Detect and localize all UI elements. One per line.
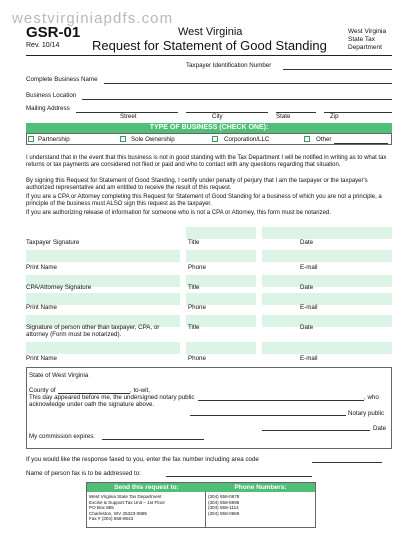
business-name-field[interactable] xyxy=(104,83,392,84)
fax-instruction: If you would like the response faxed to you, enter the fax number including area code xyxy=(26,456,259,463)
corporation-llc-label: Corporation/LLC xyxy=(224,136,270,143)
notary-to-wit: , to-wit, xyxy=(130,387,150,394)
business-location-label: Business Location xyxy=(26,92,77,99)
sig-row-field-b[interactable] xyxy=(186,250,256,262)
sig-row-field-c[interactable] xyxy=(262,275,392,287)
top-title-field[interactable] xyxy=(186,227,256,239)
business-type-header: TYPE OF BUSINESS (CHECK ONE): xyxy=(26,123,392,133)
notice-paragraph-2: By signing this Request for Statement of Good Standing, I certify under penalty of perjury that I am the taxpayer or the taxpayer's authorized representative and am entitled to receive the result of this request. xyxy=(26,178,368,192)
notary-public-label: Notary public xyxy=(348,410,385,417)
department-name xyxy=(348,28,386,52)
taxpayer-id-field[interactable] xyxy=(283,69,392,70)
fax-person-field[interactable] xyxy=(166,476,312,477)
other-checkbox[interactable] xyxy=(304,136,310,142)
city-field[interactable] xyxy=(186,112,268,113)
sig-row-field-c[interactable] xyxy=(262,250,392,262)
sig-row-field-c[interactable] xyxy=(262,293,392,305)
send-address-line: West Virginia State Tax Department xyxy=(89,494,162,499)
send-info-box xyxy=(86,482,316,528)
sig-row-label-c: Date xyxy=(300,239,314,246)
dept-line-2: State Tax xyxy=(348,36,375,43)
send-address-line: Excise & Support Tax Unit – 1st Floor xyxy=(89,499,166,505)
sig-row-label-a: Print Name xyxy=(26,304,57,311)
sig-row-label-c: E-mail xyxy=(300,264,318,271)
state-title: West Virginia xyxy=(178,26,243,38)
mailing-address-label: Mailing Address xyxy=(26,105,70,112)
notary-county-label: County of xyxy=(29,387,56,394)
dept-line-3: Department xyxy=(348,44,382,51)
notary-date-field[interactable] xyxy=(262,430,370,431)
partnership-label: Partnership xyxy=(38,136,70,143)
notary-signature-field[interactable] xyxy=(190,415,346,416)
sig-row-label-c: Date xyxy=(300,324,314,331)
notary-who: , who xyxy=(364,394,379,401)
notice-paragraph-3: If you are a CPA or Attorney completing this Request for Statement of Good Standing for a business of which you are not a principle, a principle of the business must ALSO sign this request as the taxpayer. xyxy=(26,194,382,208)
form-title: Request for Statement of Good Standing xyxy=(92,38,327,53)
zip-caption: Zip xyxy=(330,113,339,120)
state-caption: State xyxy=(276,113,291,120)
partnership-checkbox[interactable] xyxy=(28,136,34,142)
sig-row-label-b: Phone xyxy=(188,264,206,271)
other-label: Other xyxy=(316,136,332,143)
appeared-name-field[interactable] xyxy=(198,400,364,401)
sig-row-label-c: Date xyxy=(300,284,314,291)
taxpayer-id-label: Taxpayer Identification Number xyxy=(186,62,272,69)
notary-appeared: This day appeared before me, the undersigned notary public xyxy=(29,394,195,401)
sig-row-label-a: CPA/Attorney Signature xyxy=(26,284,92,291)
send-address-line: Charleston, WV 25323-0885 xyxy=(89,510,147,516)
city-caption: City xyxy=(212,113,223,120)
notice-paragraph-4: If you are authorizing release of information for someone who is not a CPA or Attorney, this form must be notarized. xyxy=(26,210,331,216)
phone-number-line: (304) 558-1114 xyxy=(207,505,239,510)
sig-row-label-b: Phone xyxy=(188,304,206,311)
sig-row-label-a: Print Name xyxy=(26,355,57,362)
notary-date-label: Date xyxy=(373,425,387,432)
other-field[interactable] xyxy=(334,143,388,144)
sig-row-label-b: Phone xyxy=(188,355,206,362)
sig-row-field-a[interactable] xyxy=(26,342,180,354)
revision-date: Rev. 10/14 xyxy=(26,42,60,49)
header-divider xyxy=(26,55,392,56)
sig-row-label-b: Title xyxy=(188,239,200,246)
notary-acknowledge: acknowledge under oath the signature above. xyxy=(29,401,155,408)
sig-row-label-a: Signature of person other than taxpayer, CPA, or attorney (Form must be notarized). xyxy=(26,324,160,338)
business-location-field[interactable] xyxy=(82,99,392,100)
street-caption: Street xyxy=(120,113,137,120)
sig-row-label-c: E-mail xyxy=(300,304,318,311)
notary-state: State of West Virginia xyxy=(29,372,89,379)
notice-paragraph-1: I understand that in the event that this business is not in good standing with the Tax Department I will be notified in writing as to what tax returns or tax payments are considered not filed or paid and who to contact with any questions regarding that situation. xyxy=(26,155,387,169)
phone-number-line: (304) 558-8695 xyxy=(207,499,240,505)
phone-list xyxy=(206,492,315,528)
sig-row-label-c: E-mail xyxy=(300,355,318,362)
corporation-llc-checkbox[interactable] xyxy=(212,136,218,142)
top-date-field[interactable] xyxy=(262,227,392,239)
phone-number-line: (304) 558-0659 xyxy=(207,510,240,516)
sig-row-label-b: Title xyxy=(188,324,200,331)
dept-line-1: West Virginia xyxy=(348,28,387,35)
send-address xyxy=(87,492,206,528)
form-code: GSR-01 xyxy=(26,24,81,41)
sig-row-label-a: Taxpayer Signature xyxy=(26,239,80,246)
fax-number-field[interactable] xyxy=(312,462,382,463)
business-name-label: Complete Business Name xyxy=(26,76,98,83)
commission-label: My commission expires: xyxy=(29,433,96,440)
fax-person-label: Name of person fax is to be addressed to: xyxy=(26,470,141,477)
send-address-line: PO Box 885 xyxy=(89,505,114,510)
commission-field[interactable] xyxy=(102,439,204,440)
phone-number-line: (304) 558-0678 xyxy=(207,494,240,499)
sole-ownership-label: Sole Ownership xyxy=(131,136,175,143)
sig-row-field-c[interactable] xyxy=(262,342,392,354)
sig-row-label-a: Print Name xyxy=(26,264,57,271)
sig-row-field-c[interactable] xyxy=(262,315,392,327)
send-address-line: Fax # (304) 558-8643 xyxy=(89,516,134,521)
sig-row-label-b: Title xyxy=(188,284,200,291)
sole-ownership-checkbox[interactable] xyxy=(120,136,126,142)
send-to-header: Send this request to: xyxy=(87,483,206,492)
phone-numbers-header: Phone Numbers: xyxy=(206,483,315,492)
sig-row-field-b[interactable] xyxy=(186,342,256,354)
watermark-text: westvirginiapdfs.com xyxy=(12,10,174,27)
sig-row-field-a[interactable] xyxy=(26,250,180,262)
